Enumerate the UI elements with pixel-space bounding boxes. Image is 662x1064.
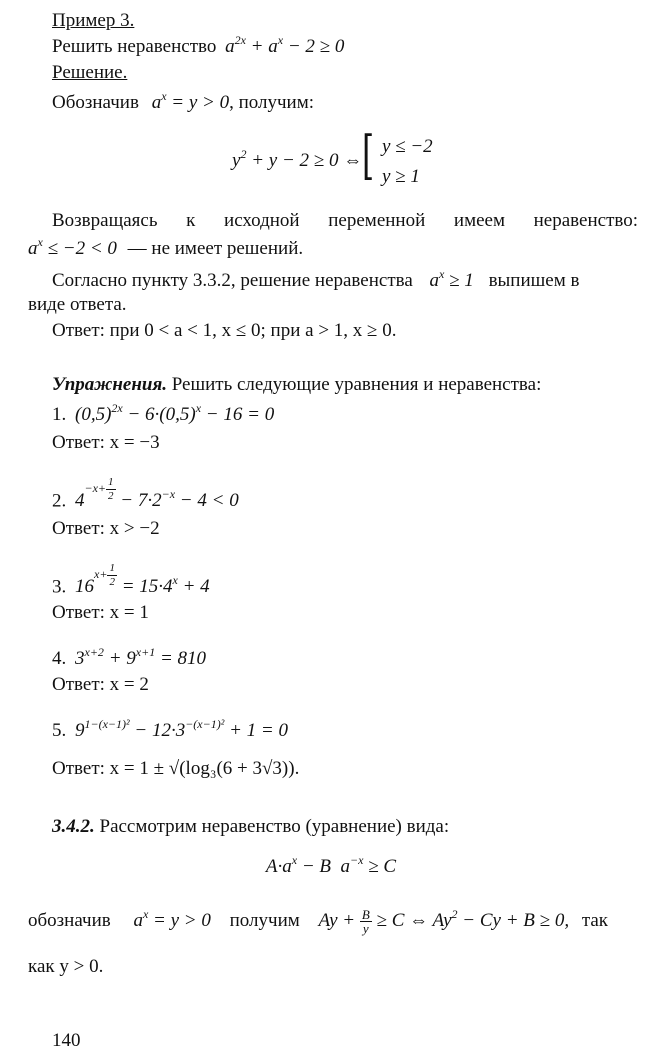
exercise-expression: $4^{-x+ \frac{1}{2}}$ − $7\cdot 2^{-x} - 4 < 0$: [75, 476, 239, 512]
substitution-expression: $a^x = y > 0$: [133, 906, 211, 931]
section-formula: $A\cdot a^x - B$ $a^{-x} \ge C$: [265, 853, 397, 877]
exercise-5-answer: Ответ: x = 1 ± √(log₃(6 + 3√3)).: [52, 758, 300, 779]
exercise-number: 1.: [52, 404, 67, 425]
exercise-2-answer: Ответ: x > −2: [52, 518, 160, 539]
exercises-heading-bold: Упражнения.: [52, 374, 167, 395]
exercise-number: 4.: [52, 648, 67, 669]
substitution-result: Ay + $\frac{B}{y}$ ≥ C ⇔ $Ay^2 - Cy + B \ge 0$,: [318, 906, 570, 936]
exercise-expression: $3^{x+2} + 9^{x+1} = 810$: [75, 645, 207, 669]
system-brace: [: [362, 126, 375, 186]
per-point-text: Согласно пункту 3.3.2, решение неравенства: [52, 270, 413, 291]
system-left: $y^2 + y - 2 \ge 0$ ⇔: [232, 147, 363, 171]
page-number: 140: [52, 1030, 81, 1051]
system-row-1: y ≤ −2: [382, 136, 433, 157]
substitution-expression: $a^x = y > 0$: [151, 89, 230, 113]
return-suffix: — не имеет решений.: [127, 238, 304, 259]
section-text: Рассмотрим неравенство (уравнение) вида:: [99, 816, 450, 837]
return-expression: $a^x \le -2 < 0$: [28, 235, 117, 259]
solution-label: Решение.: [52, 62, 128, 83]
exercise-1-answer: Ответ: x = −3: [52, 432, 160, 453]
per-point-line-2: виде ответа.: [28, 294, 127, 315]
per-point-suffix: выпишем в: [488, 270, 580, 291]
exercises-heading-rest: Решить следующие уравнения и неравенства:: [171, 374, 542, 395]
exercise-expression: $16^{x+ \frac{1}{2}}$ = $15\cdot 4^x + 4$: [75, 562, 210, 598]
substitution-suffix: , получим:: [229, 92, 315, 113]
substitution-mid: получим: [229, 909, 300, 931]
substitution-intro: Обозначив: [52, 92, 139, 113]
return-line-2: [28, 235, 304, 261]
per-point-expression: $a^x \ge 1$: [429, 267, 474, 291]
exercise-4-answer: Ответ: x = 2: [52, 674, 149, 695]
system-row-2: y ≥ 1: [382, 166, 420, 187]
exercise-3-answer: Ответ: x = 1: [52, 602, 149, 623]
substitution-line: [52, 89, 315, 115]
substitution-suffix: так: [581, 909, 609, 931]
exercise-5: [52, 717, 288, 743]
exercise-1: [52, 401, 275, 427]
example-task: [52, 33, 345, 59]
exercise-4: [52, 645, 207, 671]
task-expression: $a^{2x} + a^x - 2 \ge 0$: [225, 33, 345, 57]
exercise-expression: $(0,5)^{2x} - 6\cdot(0,5)^x - 16 = 0$: [75, 401, 275, 425]
section-last-line: как y > 0.: [28, 956, 104, 977]
exercise-number: 2.: [52, 490, 67, 512]
return-text: Возвращаясь к исходной переменной имеем неравенство:: [52, 210, 638, 231]
example-title: Пример 3.: [52, 10, 135, 31]
exercises-heading: [52, 374, 541, 396]
exercise-3: [52, 562, 210, 603]
section-intro: [52, 816, 449, 838]
example-answer: Ответ: при 0 < a < 1, x ≤ 0; при a > 1, x ≥ 0.: [52, 320, 397, 341]
exercise-expression: $9^{1-(x-1)^2} - 12\cdot 3^{-(x-1)^2} + 1 = 0$: [75, 717, 288, 741]
exercise-2: [52, 476, 239, 517]
per-point-line: [52, 267, 580, 293]
exercise-number: 5.: [52, 720, 67, 741]
section-substitution: [28, 908, 608, 935]
section-number: 3.4.2.: [52, 816, 95, 837]
substitution-prefix: обозначив: [28, 909, 111, 931]
task-prefix: Решить неравенство: [52, 36, 217, 57]
exercise-number: 3.: [52, 576, 67, 598]
